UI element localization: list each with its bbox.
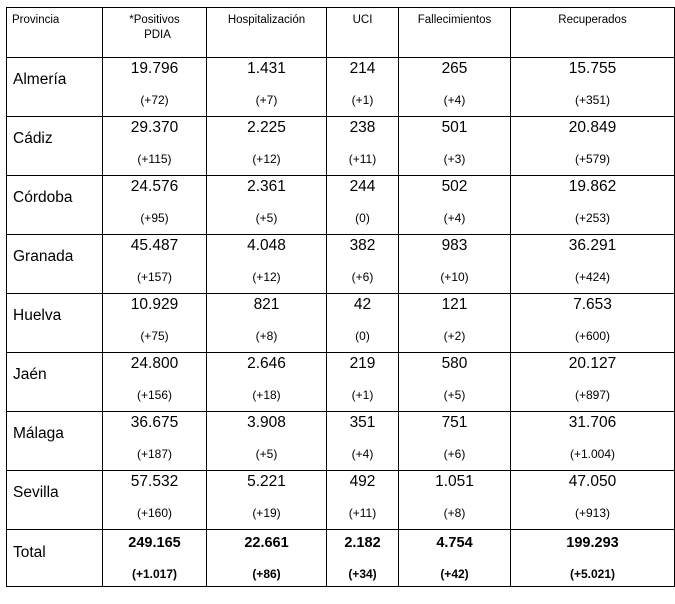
recuperados-cell — [511, 471, 675, 530]
hospitalizacion-cell — [207, 117, 327, 176]
positivos-value: 57.532 — [130, 473, 179, 490]
recuperados-value: 19.862 — [568, 178, 617, 195]
hospitalizacion-cell — [207, 353, 327, 412]
table-row — [7, 117, 675, 176]
header-row — [7, 8, 675, 58]
table-row — [7, 294, 675, 353]
header-positivos-line2: PDIA — [144, 29, 171, 41]
fallecimientos-value: 983 — [441, 237, 468, 254]
uci-cell — [327, 58, 399, 117]
recuperados-cell — [511, 294, 675, 353]
hospitalizacion-value: 3.908 — [247, 414, 286, 431]
provincia-cell: Huelva — [7, 294, 103, 353]
recuperados-value: 15.755 — [568, 60, 617, 77]
fallecimientos-delta: (+4) — [443, 93, 466, 107]
fallecimientos-delta: (+5) — [443, 388, 466, 402]
positivos-cell — [103, 471, 207, 530]
positivos-value: 24.576 — [130, 178, 179, 195]
table-row — [7, 235, 675, 294]
hospitalizacion-value: 2.646 — [247, 355, 286, 372]
positivos-delta: (+95) — [140, 211, 169, 225]
hospitalizacion-value: 4.048 — [247, 237, 286, 254]
provincia-cell: Almería — [7, 58, 103, 117]
positivos-value: 10.929 — [130, 296, 179, 313]
recuperados-cell — [511, 58, 675, 117]
provincia-cell: Granada — [7, 235, 103, 294]
recuperados-delta: (+253) — [574, 211, 611, 225]
recuperados-value: 31.706 — [568, 414, 617, 431]
uci-cell — [327, 176, 399, 235]
recuperados-value: 7.653 — [573, 296, 612, 313]
uci-value: 492 — [349, 473, 376, 490]
table-row — [7, 412, 675, 471]
hospitalizacion-value: 22.661 — [244, 535, 289, 551]
header-recuperados: Recuperados — [511, 8, 675, 58]
positivos-delta: (+1.017) — [131, 567, 178, 581]
provincia-cell: Córdoba — [7, 176, 103, 235]
uci-delta: (+34) — [348, 567, 377, 581]
positivos-value: 249.165 — [128, 535, 181, 551]
header-positivos-line1: *Positivos — [129, 14, 180, 26]
fallecimientos-value: 502 — [441, 178, 468, 195]
fallecimientos-delta: (+10) — [440, 270, 469, 284]
positivos-value: 36.675 — [130, 414, 179, 431]
recuperados-delta: (+424) — [574, 270, 611, 284]
covid-province-table — [6, 7, 675, 587]
positivos-cell — [103, 58, 207, 117]
positivos-cell — [103, 235, 207, 294]
header-hospitalizacion: Hospitalización — [207, 8, 327, 58]
table-row — [7, 471, 675, 530]
positivos-value: 29.370 — [130, 119, 179, 136]
uci-delta: (+4) — [351, 447, 374, 461]
hospitalizacion-delta: (+8) — [255, 329, 278, 343]
uci-value: 351 — [349, 414, 376, 431]
table-row — [7, 353, 675, 412]
fallecimientos-delta: (+8) — [443, 506, 466, 520]
recuperados-value: 36.291 — [568, 237, 617, 254]
positivos-delta: (+187) — [136, 447, 173, 461]
positivos-delta: (+160) — [136, 506, 173, 520]
fallecimientos-value: 580 — [441, 355, 468, 372]
hospitalizacion-value: 2.225 — [247, 119, 286, 136]
hospitalizacion-value: 1.431 — [247, 60, 286, 77]
uci-cell — [327, 117, 399, 176]
provincia-cell: Jaén — [7, 353, 103, 412]
uci-value: 382 — [349, 237, 376, 254]
uci-cell — [327, 235, 399, 294]
positivos-delta: (+157) — [136, 270, 173, 284]
recuperados-delta: (+579) — [574, 152, 611, 166]
uci-delta: (+6) — [351, 270, 374, 284]
uci-value: 2.182 — [344, 535, 381, 551]
hospitalizacion-delta: (+5) — [255, 211, 278, 225]
header-provincia: Provincia — [7, 8, 103, 58]
hospitalizacion-delta: (+19) — [252, 506, 281, 520]
recuperados-delta: (+600) — [574, 329, 611, 343]
uci-delta: (0) — [355, 329, 370, 343]
table-row — [7, 176, 675, 235]
fallecimientos-cell — [399, 58, 511, 117]
uci-cell — [327, 294, 399, 353]
header-positivos — [103, 8, 207, 58]
hospitalizacion-cell — [207, 471, 327, 530]
provincia-cell: Sevilla — [7, 471, 103, 530]
hospitalizacion-delta: (+12) — [252, 152, 281, 166]
recuperados-cell — [511, 235, 675, 294]
fallecimientos-delta: (+6) — [443, 447, 466, 461]
hospitalizacion-cell — [207, 412, 327, 471]
header-fallecimientos: Fallecimientos — [399, 8, 511, 58]
header-uci: UCI — [327, 8, 399, 58]
fallecimientos-value: 121 — [441, 296, 468, 313]
total-row — [7, 530, 675, 587]
hospitalizacion-delta: (+5) — [255, 447, 278, 461]
positivos-cell — [103, 117, 207, 176]
fallecimientos-cell — [399, 471, 511, 530]
recuperados-cell — [511, 117, 675, 176]
recuperados-cell — [511, 176, 675, 235]
uci-cell — [327, 412, 399, 471]
positivos-delta: (+72) — [140, 93, 169, 107]
hospitalizacion-value: 821 — [253, 296, 280, 313]
positivos-value: 19.796 — [130, 60, 179, 77]
recuperados-value: 20.849 — [568, 119, 617, 136]
table-body — [7, 58, 675, 587]
recuperados-delta: (+897) — [574, 388, 611, 402]
positivos-delta: (+115) — [137, 152, 172, 166]
uci-cell — [327, 353, 399, 412]
recuperados-delta: (+913) — [574, 506, 611, 520]
uci-cell — [327, 530, 399, 587]
fallecimientos-cell — [399, 412, 511, 471]
hospitalizacion-delta: (+86) — [252, 567, 281, 581]
fallecimientos-delta: (+42) — [440, 567, 469, 581]
uci-delta: (0) — [355, 211, 370, 225]
recuperados-cell — [511, 353, 675, 412]
positivos-cell — [103, 530, 207, 587]
fallecimientos-value: 4.754 — [436, 535, 473, 551]
positivos-value: 24.800 — [130, 355, 179, 372]
hospitalizacion-delta: (+12) — [252, 270, 281, 284]
hospitalizacion-cell — [207, 58, 327, 117]
uci-value: 238 — [349, 119, 376, 136]
uci-cell — [327, 471, 399, 530]
uci-delta: (+11) — [348, 506, 377, 520]
recuperados-value: 199.293 — [566, 535, 619, 551]
positivos-cell — [103, 176, 207, 235]
recuperados-delta: (+351) — [574, 93, 611, 107]
fallecimientos-cell — [399, 176, 511, 235]
hospitalizacion-value: 5.221 — [247, 473, 286, 490]
hospitalizacion-delta: (+7) — [255, 93, 278, 107]
fallecimientos-cell — [399, 235, 511, 294]
positivos-cell — [103, 294, 207, 353]
provincia-cell: Málaga — [7, 412, 103, 471]
uci-delta: (+11) — [348, 152, 377, 166]
fallecimientos-value: 501 — [441, 119, 468, 136]
provincia-cell: Cádiz — [7, 117, 103, 176]
positivos-cell — [103, 353, 207, 412]
hospitalizacion-cell — [207, 176, 327, 235]
fallecimientos-value: 265 — [441, 60, 468, 77]
positivos-delta: (+75) — [140, 329, 169, 343]
fallecimientos-cell — [399, 294, 511, 353]
fallecimientos-delta: (+2) — [443, 329, 466, 343]
hospitalizacion-cell — [207, 530, 327, 587]
recuperados-value: 47.050 — [568, 473, 617, 490]
positivos-cell — [103, 412, 207, 471]
fallecimientos-delta: (+3) — [443, 152, 466, 166]
hospitalizacion-cell — [207, 235, 327, 294]
recuperados-cell — [511, 530, 675, 587]
uci-delta: (+1) — [351, 388, 374, 402]
recuperados-cell — [511, 412, 675, 471]
uci-value: 214 — [349, 60, 376, 77]
uci-delta: (+1) — [351, 93, 374, 107]
fallecimientos-value: 751 — [441, 414, 468, 431]
hospitalizacion-delta: (+18) — [252, 388, 281, 402]
recuperados-value: 20.127 — [568, 355, 617, 372]
uci-value: 42 — [353, 296, 372, 313]
recuperados-delta: (+5.021) — [569, 567, 616, 581]
hospitalizacion-value: 2.361 — [247, 178, 286, 195]
fallecimientos-delta: (+4) — [443, 211, 466, 225]
fallecimientos-cell — [399, 353, 511, 412]
table-row — [7, 58, 675, 117]
positivos-delta: (+156) — [136, 388, 173, 402]
uci-value: 219 — [349, 355, 376, 372]
positivos-value: 45.487 — [130, 237, 179, 254]
recuperados-delta: (+1.004) — [569, 447, 616, 461]
fallecimientos-cell — [399, 117, 511, 176]
provincia-cell: Total — [7, 530, 103, 587]
fallecimientos-cell — [399, 530, 511, 587]
hospitalizacion-cell — [207, 294, 327, 353]
fallecimientos-value: 1.051 — [435, 473, 474, 490]
uci-value: 244 — [349, 178, 376, 195]
